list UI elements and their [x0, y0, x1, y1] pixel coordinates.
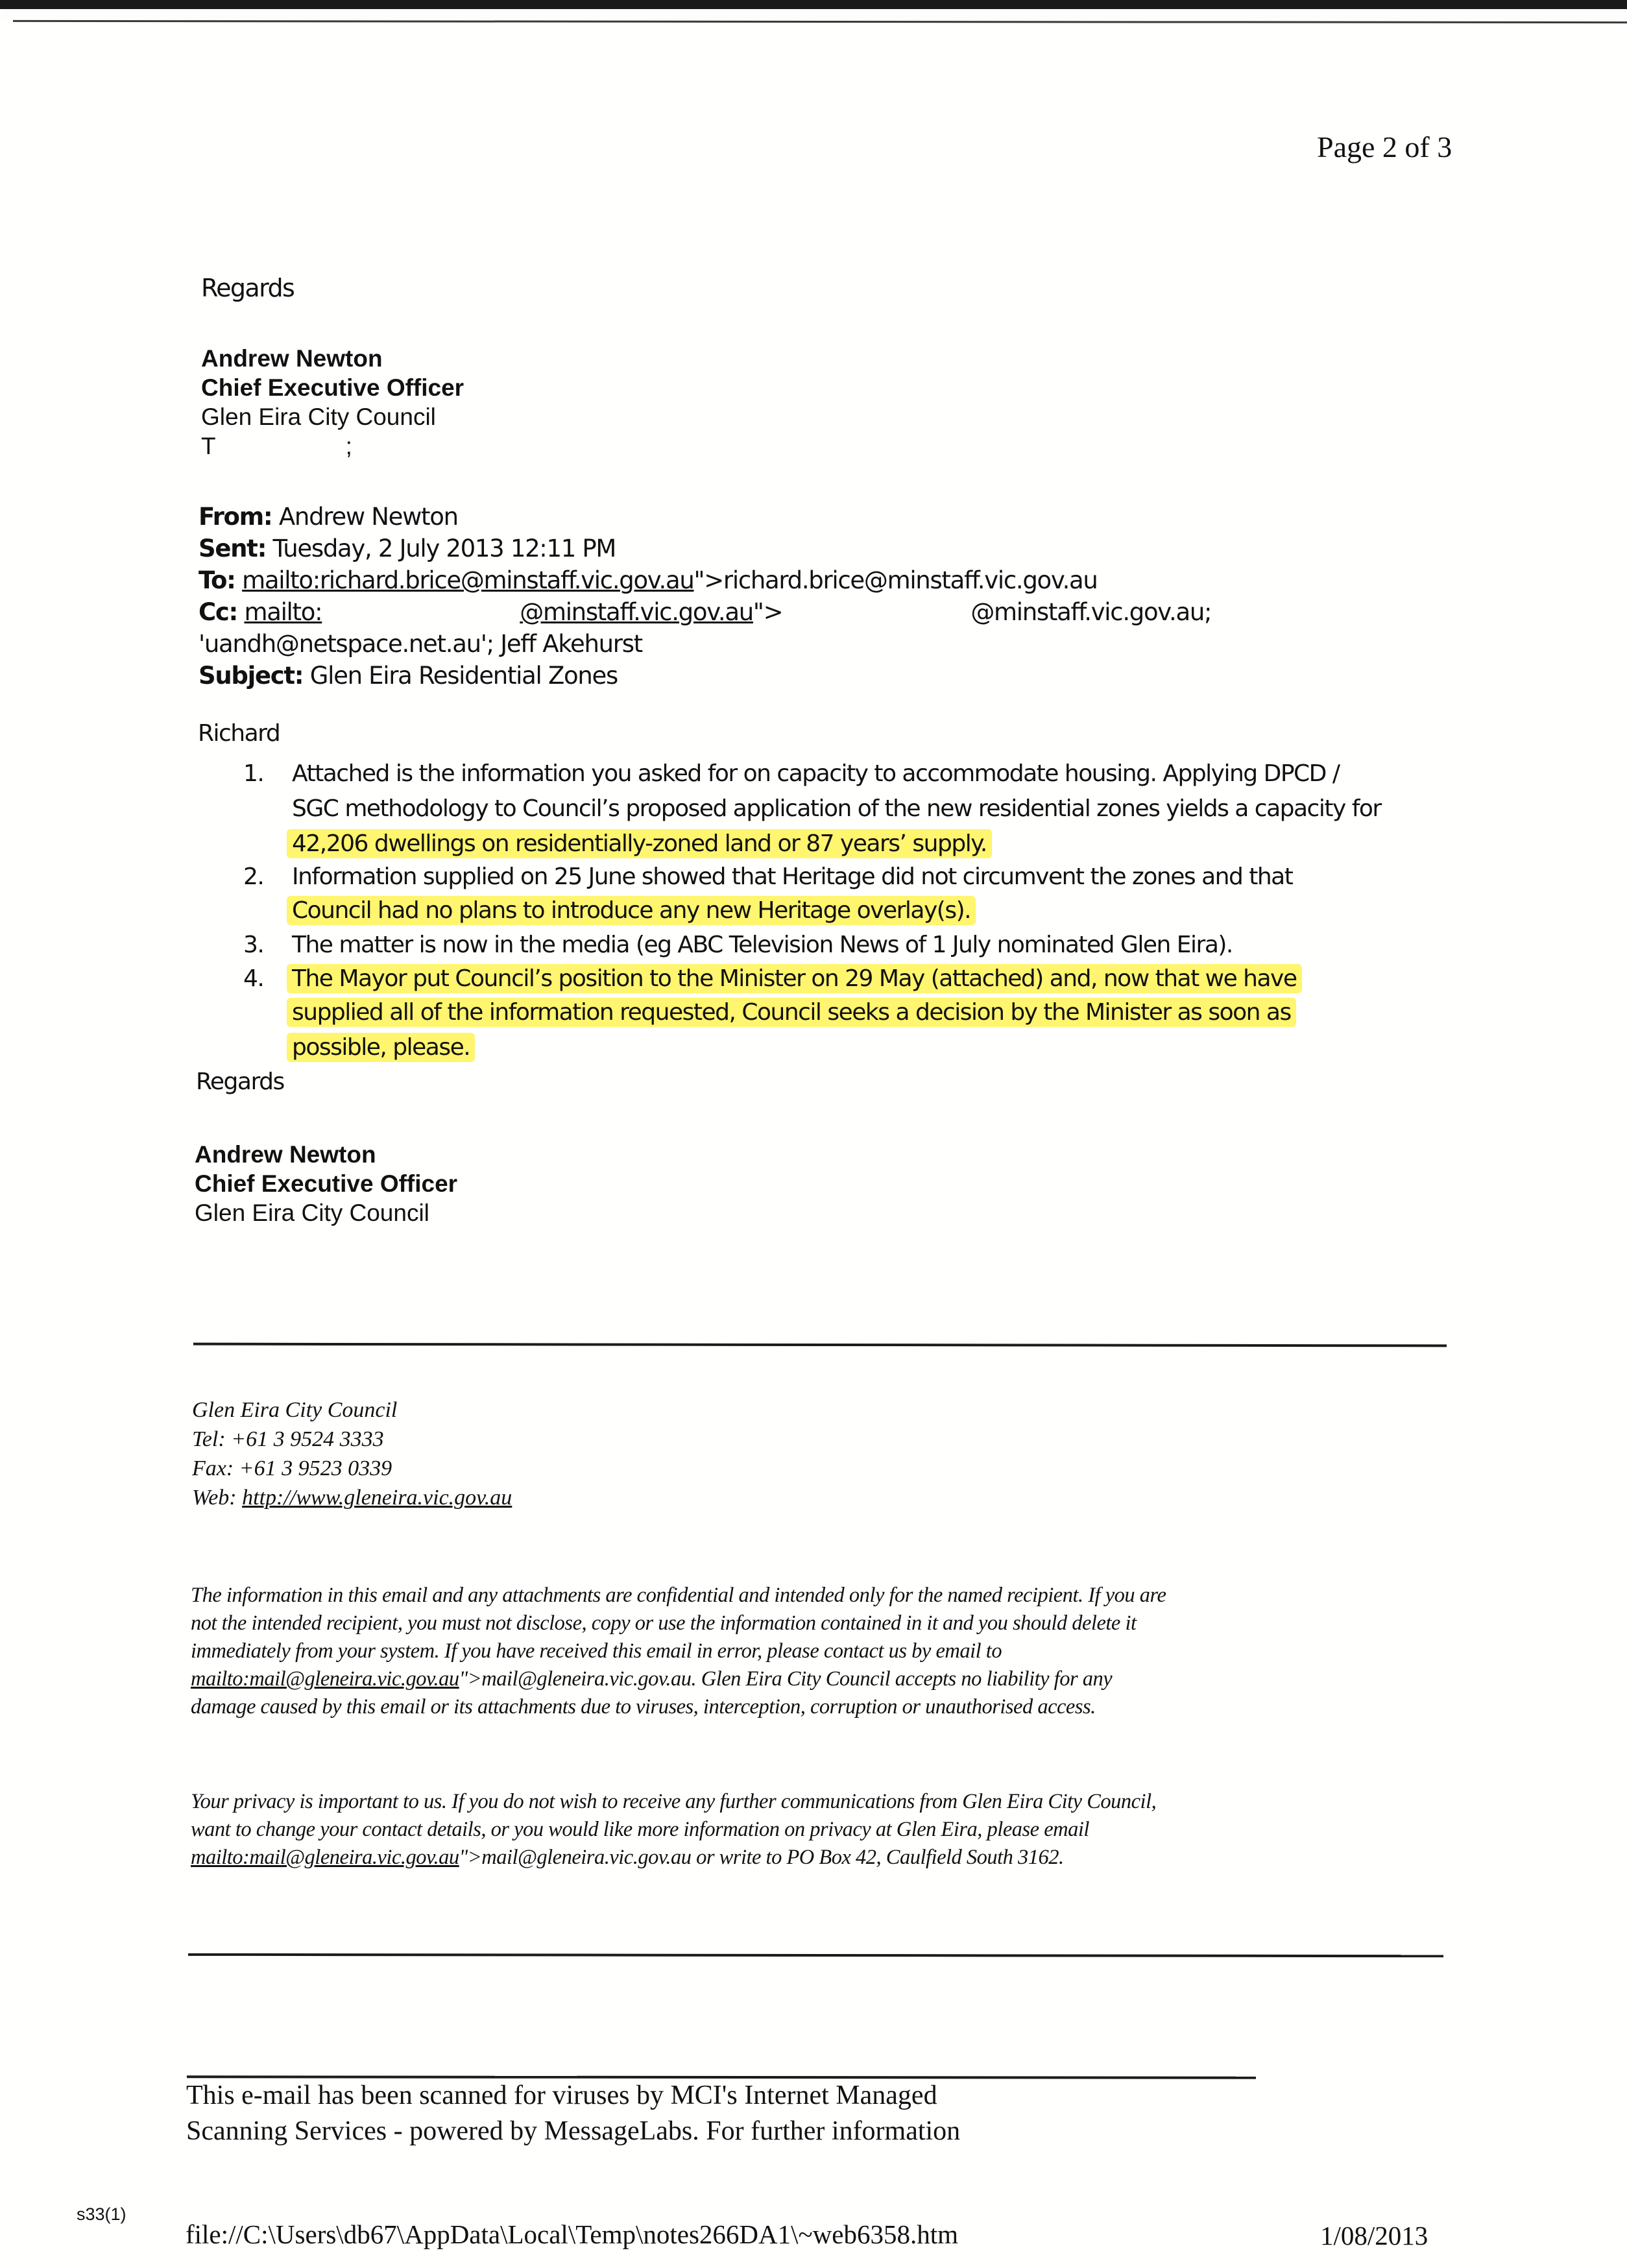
salutation: Richard	[198, 720, 280, 747]
scan-line: Scanning Services - powered by MessageLabs. For further information	[186, 2116, 961, 2146]
item-4-line-2	[292, 999, 1296, 1026]
phone-label: T	[201, 433, 216, 459]
to-link[interactable]: mailto:richard.brice@minstaff.vic.gov.au	[242, 566, 694, 594]
sent-label: Sent:	[199, 535, 267, 562]
item-1-line-3	[292, 830, 992, 857]
item-1-line-1: Attached is the information you asked for on capacity to accommodate housing. Applying DPCD /	[292, 760, 1340, 787]
highlight: supplied all of the information requested, Council seeks a decision by the Minister as soon as	[287, 998, 1296, 1027]
disclaimer-line: not the intended recipient, you must not disclose, copy or use the information contained in it and you should delete it	[191, 1611, 1137, 1635]
from-value: Andrew Newton	[278, 503, 458, 531]
signature-name: Andrew Newton	[195, 1141, 376, 1168]
council-fax: Fax: +61 3 9523 0339	[192, 1456, 392, 1480]
subject-row	[199, 660, 1211, 692]
signature-organisation: Glen Eira City Council	[201, 404, 436, 430]
signature-organisation: Glen Eira City Council	[195, 1200, 429, 1226]
closing-regards-2: Regards	[196, 1068, 284, 1095]
highlight: Council had no plans to introduce any new Heritage overlay(s).	[287, 896, 976, 925]
to-row	[199, 564, 1211, 596]
to-address: ">richard.brice@minstaff.vic.gov.au	[693, 566, 1098, 594]
sent-value: Tuesday, 2 July 2013 12:11 PM	[272, 535, 616, 562]
mailto-link[interactable]: mailto:mail@gleneira.vic.gov.au	[191, 1846, 459, 1869]
signature-block-2	[195, 1140, 457, 1227]
disclaimer-text: ">mail@gleneira.vic.gov.au. Glen Eira City Council accepts no liability for any	[459, 1667, 1113, 1691]
item-4-line-1	[292, 965, 1302, 992]
highlight: 42,206 dwellings on residentially-zoned land or 87 years’ supply.	[287, 829, 992, 858]
confidentiality-disclaimer	[191, 1582, 1166, 1721]
item-4-line-3	[292, 1034, 475, 1061]
item-1-line-2: SGC methodology to Council’s proposed application of the new residential zones yields a capacity for	[292, 795, 1381, 822]
email-header	[199, 501, 1211, 692]
signature-phone	[201, 431, 464, 461]
page-number: Page 2 of 3	[1317, 130, 1452, 163]
item-2-line-2	[292, 897, 976, 924]
signature-block	[201, 344, 464, 461]
divider	[193, 1343, 1447, 1347]
web-link[interactable]: http://www.gleneira.vic.gov.au	[242, 1486, 512, 1510]
council-tel: Tel: +61 3 9524 3333	[192, 1427, 384, 1451]
item-3-line-1: The matter is now in the media (eg ABC Television News of 1 July nominated Glen Eira).	[292, 932, 1233, 958]
redaction-stamp: s33(1)	[77, 2204, 127, 2224]
disclaimer-line: damage caused by this email or its attachments due to viruses, interception, corruption or unauthorised access.	[191, 1695, 1096, 1719]
phone-suffix: ;	[345, 433, 352, 459]
subject-value: Glen Eira Residential Zones	[309, 662, 618, 690]
virus-scan-notice	[186, 2078, 960, 2149]
disclaimer-line: immediately from your system. If you have received this email in error, please contact us by email to	[191, 1639, 1002, 1663]
cc-link-start: mailto:	[244, 598, 322, 626]
item-number-4: 4.	[243, 965, 264, 992]
sent-row	[199, 533, 1211, 564]
cc-address: @minstaff.vic.gov.au;	[970, 598, 1212, 626]
closing-regards: Regards	[201, 274, 295, 302]
subject-label: Subject:	[199, 662, 304, 690]
privacy-line	[191, 1844, 1156, 1872]
privacy-line: want to change your contact details, or you would like more information on privacy at Glen Eira, please email	[191, 1818, 1089, 1841]
web-label: Web:	[192, 1486, 237, 1510]
council-web	[192, 1483, 512, 1512]
highlight: possible, please.	[287, 1033, 475, 1062]
to-label: To:	[199, 566, 235, 594]
cc-link-end: @minstaff.vic.gov.au	[520, 598, 753, 626]
disclaimer-line: The information in this email and any attachments are confidential and intended only for the named recipient. If you are	[191, 1584, 1166, 1607]
disclaimer-line	[191, 1665, 1166, 1693]
cc-row-continued: 'uandh@netspace.net.au'; Jeff Akehurst	[199, 630, 642, 658]
item-number-1: 1.	[243, 760, 264, 787]
council-contact	[192, 1395, 512, 1512]
mailto-link[interactable]: mailto:mail@gleneira.vic.gov.au	[191, 1667, 459, 1691]
privacy-text: ">mail@gleneira.vic.gov.au or write to PO Box 42, Caulfield South 3162.	[459, 1846, 1064, 1869]
page-edge	[0, 9, 1627, 21]
from-label: From:	[199, 503, 272, 531]
signature-name: Andrew Newton	[201, 345, 383, 372]
signature-title: Chief Executive Officer	[201, 374, 464, 401]
divider	[188, 1953, 1443, 1957]
signature-title: Chief Executive Officer	[195, 1170, 458, 1197]
scan-line: This e-mail has been scanned for viruses by MCI's Internet Managed	[186, 2081, 937, 2110]
scan-border	[0, 0, 1627, 9]
item-number-3: 3.	[243, 932, 264, 958]
cc-row	[199, 596, 1211, 628]
print-date: 1/08/2013	[1320, 2221, 1428, 2250]
file-path: file://C:\Users\db67\AppData\Local\Temp\notes266DA1\~web6358.htm	[186, 2219, 959, 2249]
privacy-notice	[191, 1788, 1156, 1872]
from-row	[199, 501, 1211, 533]
item-2-line-1: Information supplied on 25 June showed that Heritage did not circumvent the zones and that	[292, 863, 1293, 890]
item-number-2: 2.	[243, 863, 264, 890]
cc-mid: ">	[753, 598, 783, 626]
council-name: Glen Eira City Council	[192, 1398, 398, 1422]
cc-label: Cc:	[199, 598, 237, 626]
cc-link[interactable]	[244, 598, 753, 626]
privacy-line: Your privacy is important to us. If you do not wish to receive any further communications from Glen Eira City Council,	[191, 1790, 1157, 1813]
highlight: The Mayor put Council’s position to the Minister on 29 May (attached) and, now that we have	[287, 964, 1302, 993]
